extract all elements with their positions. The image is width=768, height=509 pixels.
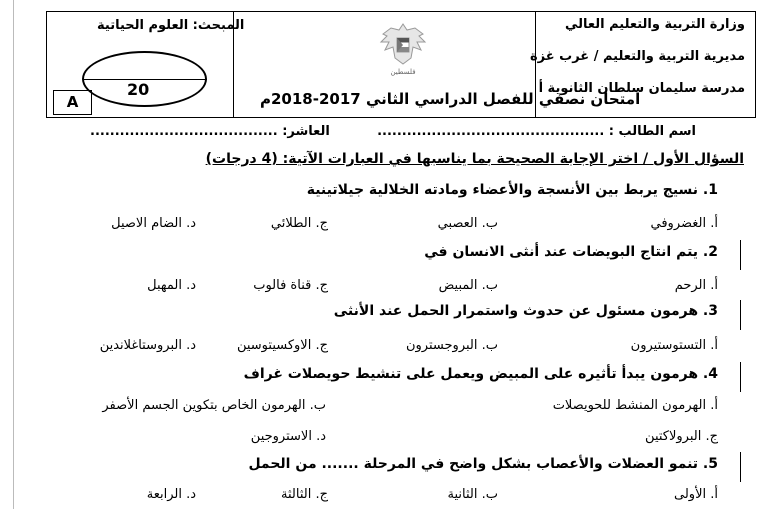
student-name-field: اسم الطالب : .............................................. <box>377 124 696 139</box>
q5-option-d[interactable]: د. الرابعة <box>146 487 196 502</box>
ministry-name: وزارة التربية والتعليم العالي <box>564 17 745 32</box>
q2-option-b[interactable]: ب. المبيض <box>438 278 498 293</box>
school-name: مدرسة سليمان سلطان الثانوية أ <box>538 81 745 96</box>
q3-option-a[interactable]: أ. التستوستيرون <box>630 338 718 353</box>
page-edge <box>13 0 14 509</box>
q3-option-c[interactable]: ج. الاوكسيتوسين <box>236 338 328 353</box>
directorate-name: مديرية التربية والتعليم / غرب غزة <box>529 49 745 64</box>
q2-option-d[interactable]: د. المهبل <box>147 278 196 293</box>
q3-option-b[interactable]: ب. البروجسترون <box>405 338 498 353</box>
subject-label: المبحث: العلوم الحياتية <box>97 18 245 33</box>
q5-option-c[interactable]: ج. الثالثة <box>281 487 328 502</box>
q5-option-a[interactable]: أ. الأولى <box>674 487 718 502</box>
exam-title: امتحان نصفي للفصل الدراسي الثاني 2017-2018م <box>260 90 641 108</box>
score-total: 20 <box>127 80 150 99</box>
margin-rule <box>740 452 741 482</box>
margin-rule <box>740 240 741 270</box>
q4-option-b[interactable]: ب. الهرمون الخاص بتكوين الجسم الأصفر <box>102 398 326 413</box>
exam-header <box>46 11 756 118</box>
question-4: 4. هرمون يبدأ تأثيره على المبيض ويعمل على تنشيط حويصلات غراف <box>243 366 718 382</box>
q2-option-a[interactable]: أ. الرحم <box>674 278 718 293</box>
q1-option-d[interactable]: د. الضام الاصيل <box>111 216 196 231</box>
question-1: 1. نسيج يربط بين الأنسجة والأعضاء ومادته الخلالية جيلاتينية <box>306 182 718 198</box>
q3-option-d[interactable]: د. البروستاغلاندين <box>99 338 196 353</box>
question-3: 3. هرمون مسئول عن حدوث واستمرار الحمل عند الأنثى <box>333 303 718 319</box>
section-title: السؤال الأول / اختر الإجابة الصحيحة بما يناسبها في العبارات الآتية: (4 درجات) <box>205 151 744 167</box>
student-class-field: العاشر: ...................................... <box>90 124 330 139</box>
palestine-eagle-logo <box>377 20 429 76</box>
question-2: 2. يتم انتاج البويضات عند أنثى الانسان في <box>424 244 718 260</box>
q1-option-c[interactable]: ج. الطلائي <box>270 216 328 231</box>
logo-caption: فلسطين <box>390 68 416 76</box>
grade-box: A <box>53 90 92 115</box>
q1-option-b[interactable]: ب. العصبي <box>437 216 498 231</box>
q2-option-c[interactable]: ج. قناة فالوب <box>253 278 328 293</box>
q4-option-c[interactable]: ج. البرولاكتين <box>645 429 718 444</box>
q4-option-a[interactable]: أ. الهرمون المنشط للحويصلات <box>552 398 718 413</box>
margin-rule <box>740 300 741 330</box>
question-5: 5. تنمو العضلات والأعصاب بشكل واضح في المرحلة ....... من الحمل <box>248 456 718 472</box>
q4-option-d[interactable]: د. الاستروجين <box>250 429 326 444</box>
q5-option-b[interactable]: ب. الثانية <box>447 487 498 502</box>
margin-rule <box>740 362 741 392</box>
q1-option-a[interactable]: أ. الغضروفي <box>650 216 718 231</box>
